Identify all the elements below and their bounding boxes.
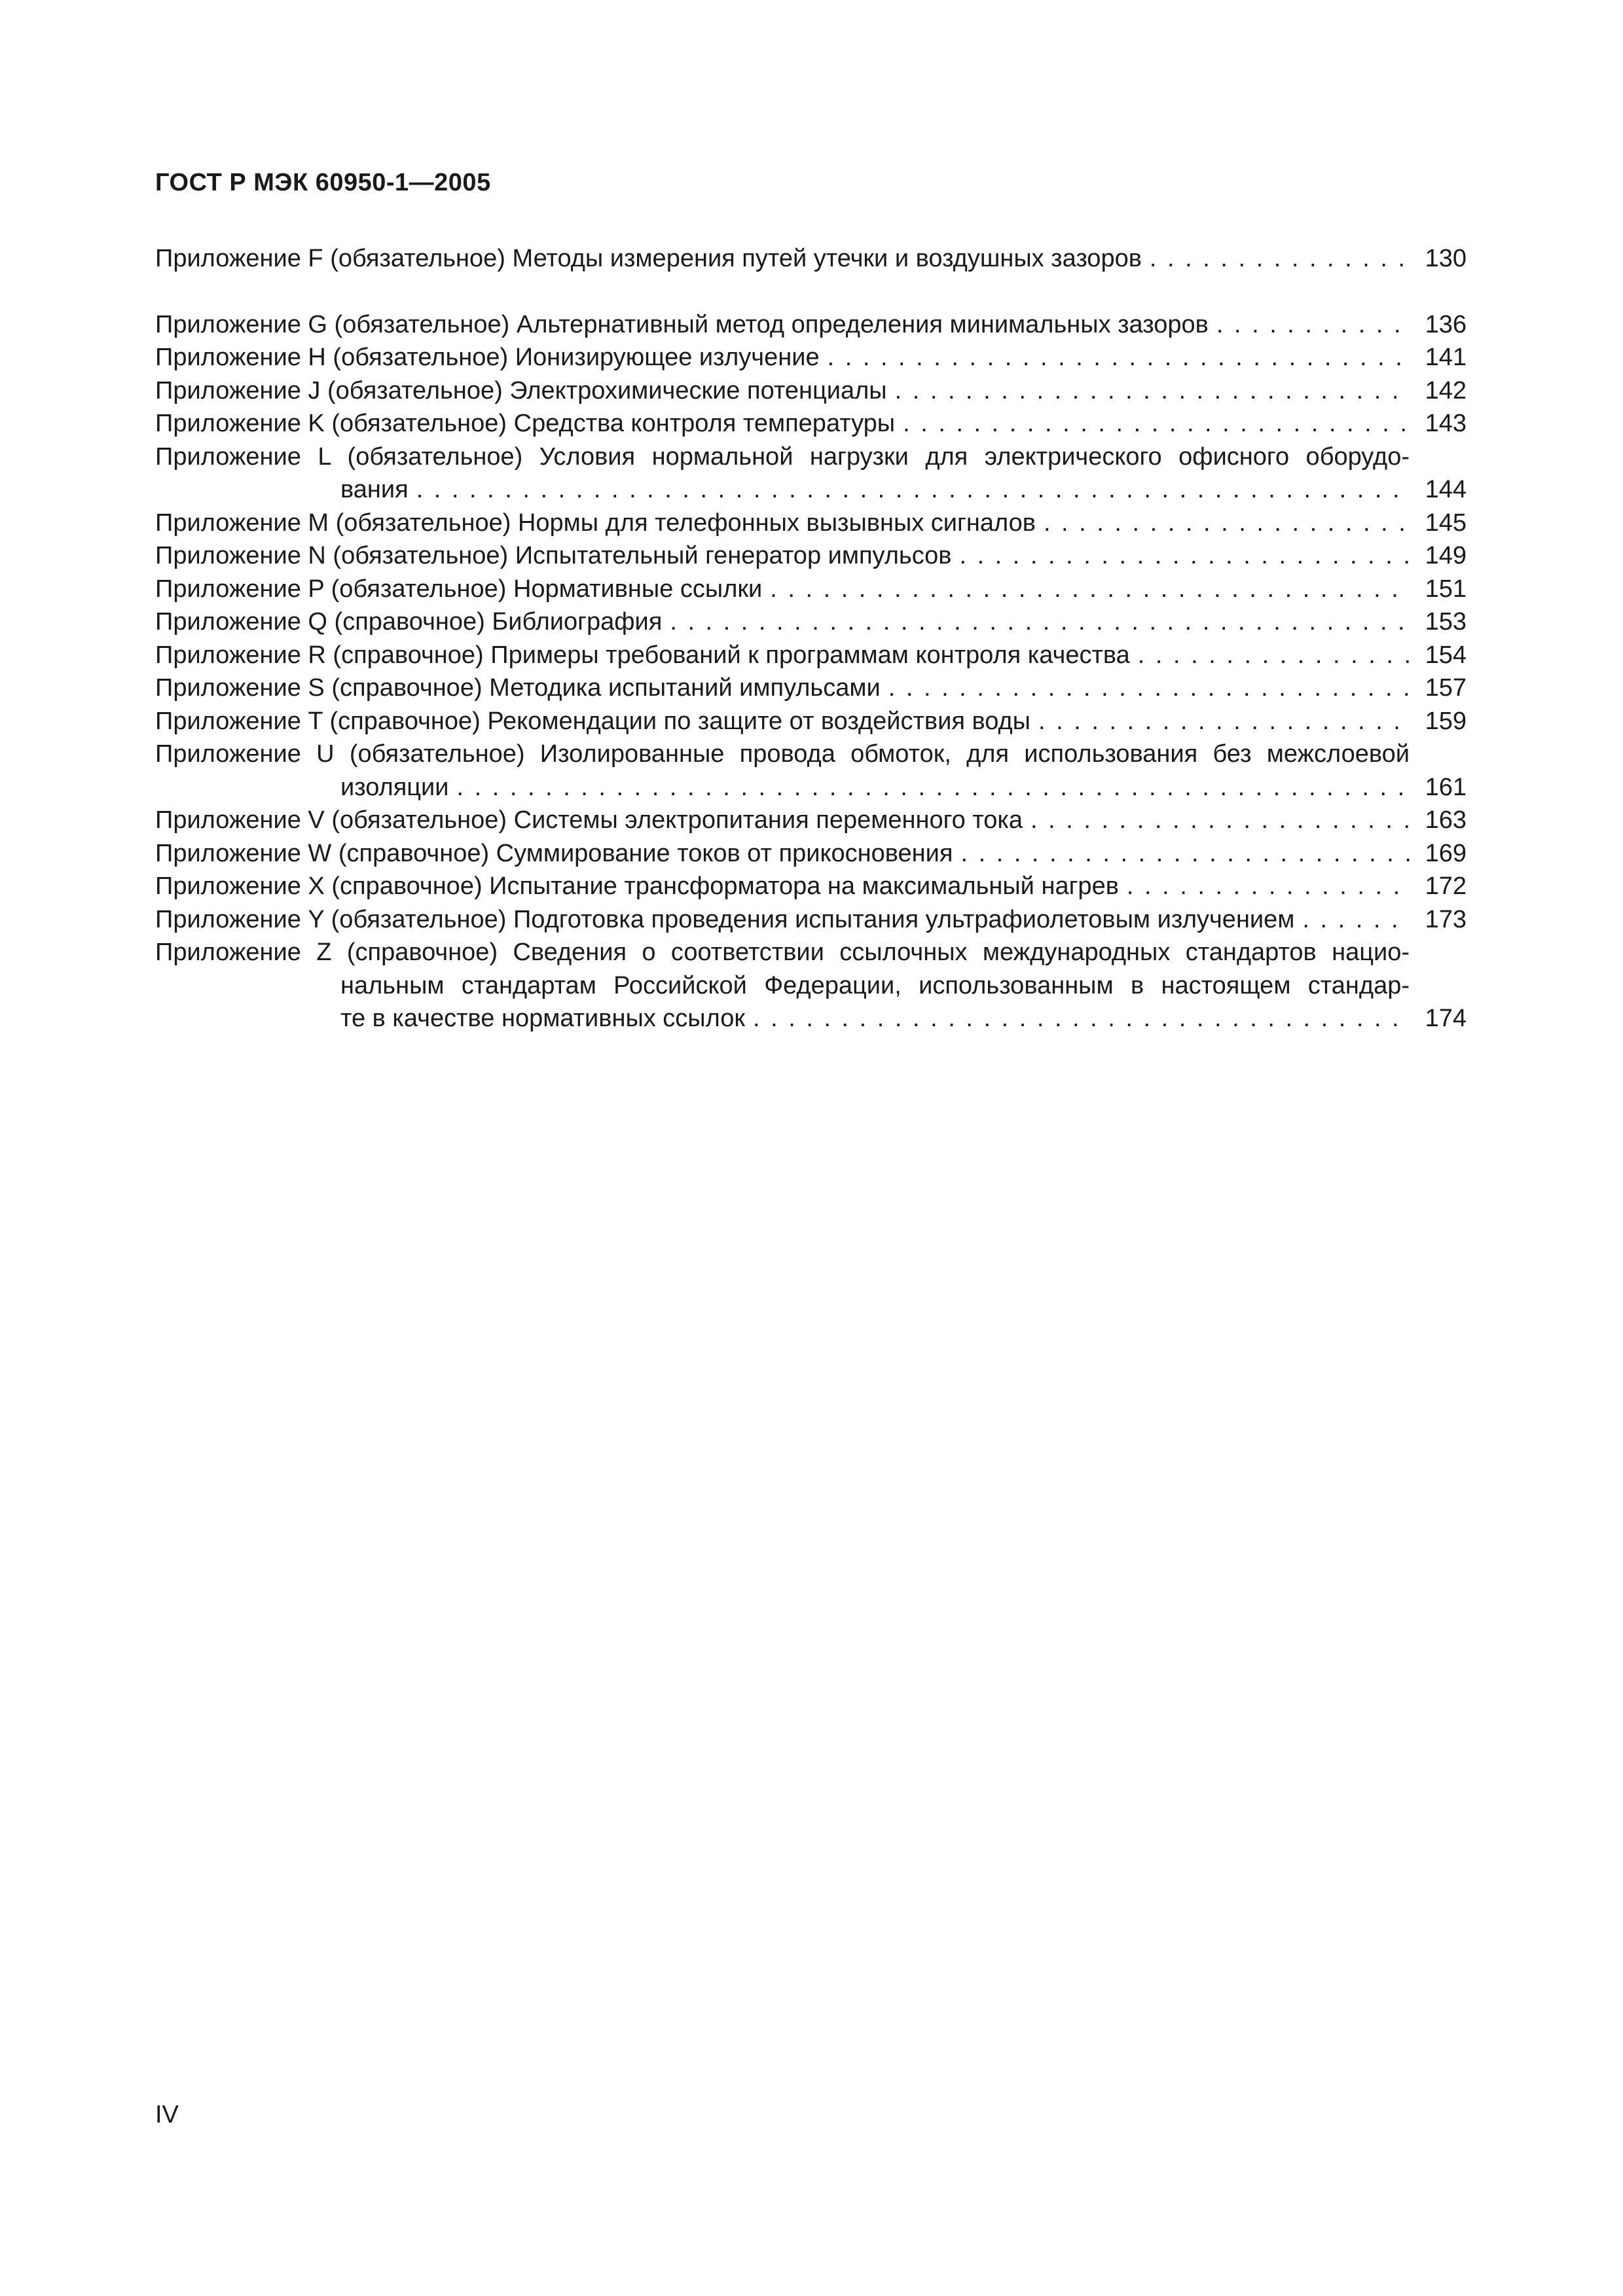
toc-entry-title: Приложение M (обязательное) Нормы для телефонных вызывных сигналов <box>155 509 1036 537</box>
toc-entry-annex-k[interactable] <box>155 407 1467 440</box>
toc-entry-page: 142 <box>1425 376 1467 404</box>
dot-leader <box>1150 242 1410 276</box>
toc-entry-page: 161 <box>1425 773 1467 801</box>
toc-entry-annex-m[interactable] <box>155 507 1467 540</box>
toc-entry-annex-v[interactable] <box>155 804 1467 837</box>
toc-entry-page: 174 <box>1425 1005 1467 1032</box>
toc-entry-title-continuation: те в качестве нормативных ссылок <box>340 1005 745 1032</box>
dot-leader <box>903 407 1410 440</box>
dot-leader <box>828 341 1410 374</box>
toc-entry-title-continuation: нальным стандартам Российской Федерации, использованным в настоящем стандар- <box>340 971 1410 999</box>
toc-entry-annex-f[interactable] <box>155 242 1467 276</box>
toc-entry-title: Приложение L (обязательное) Условия нормальной нагрузки для электрического офисного оборудо- <box>155 442 1410 471</box>
toc-entry-annex-l-continuation[interactable] <box>155 473 1467 507</box>
dot-leader <box>753 1002 1410 1035</box>
document-header: ГОСТ Р МЭК 60950-1—2005 <box>155 169 491 196</box>
dot-leader <box>895 374 1410 408</box>
toc-entry-annex-z-continuation-2[interactable] <box>155 1002 1467 1035</box>
toc-entry-annex-z[interactable] <box>155 936 1467 969</box>
toc-entry-page: 157 <box>1425 674 1467 702</box>
toc-entry-annex-l[interactable] <box>155 440 1467 474</box>
toc-entry-annex-q[interactable] <box>155 605 1467 639</box>
toc-entry-title: Приложение Y (обязательное) Подготовка проведения испытания ультрафиолетовым излучением <box>155 905 1295 933</box>
toc-entry-annex-w[interactable] <box>155 837 1467 870</box>
toc-entry-page: 143 <box>1425 410 1467 437</box>
toc-entry-title: Приложение X (справочное) Испытание трансформатора на максимальный нагрев <box>155 872 1119 900</box>
toc-entry-title: Приложение V (обязательное) Системы электропитания переменного тока <box>155 806 1023 834</box>
toc-entry-annex-u[interactable] <box>155 738 1467 771</box>
toc-entry-page: 169 <box>1425 839 1467 867</box>
table-of-contents <box>155 242 1467 1035</box>
toc-entry-page: 163 <box>1425 806 1467 834</box>
toc-entry-page: 141 <box>1425 344 1467 371</box>
toc-entry-page: 154 <box>1425 641 1467 669</box>
toc-entry-annex-t[interactable] <box>155 705 1467 738</box>
toc-entry-title-continuation: вания <box>340 476 409 503</box>
toc-entry-title: Приложение W (справочное) Суммирование токов от прикосновения <box>155 839 953 867</box>
toc-entry-title: Приложение U (обязательное) Изолированные провода обмоток, для использования без межслоевой <box>155 740 1410 768</box>
toc-entry-annex-n[interactable] <box>155 539 1467 573</box>
dot-leader <box>1030 804 1410 837</box>
toc-entry-title: Приложение P (обязательное) Нормативные ссылки <box>155 575 763 603</box>
toc-entry-title: Приложение R (справочное) Примеры требований к программам контроля качества <box>155 641 1130 669</box>
toc-entry-title-continuation: изоляции <box>340 773 449 801</box>
toc-entry-title: Приложение N (обязательное) Испытательный генератор импульсов <box>155 542 952 569</box>
toc-entry-title: Приложение Q (справочное) Библиография <box>155 608 663 636</box>
toc-entry-title: Приложение Z (справочное) Сведения о соответствии ссылочных международных стандартов нацио- <box>155 939 1410 966</box>
toc-entry-annex-g[interactable] <box>155 308 1467 342</box>
toc-entry-page: 130 <box>1425 245 1467 272</box>
dot-leader <box>1038 705 1410 738</box>
toc-entry-title: Приложение S (справочное) Методика испытаний импульсами <box>155 674 881 702</box>
dot-leader <box>770 573 1410 606</box>
toc-entry-annex-x[interactable] <box>155 870 1467 903</box>
toc-entry-title: Приложение J (обязательное) Электрохимические потенциалы <box>155 376 887 404</box>
dot-leader <box>1044 507 1410 540</box>
dot-leader <box>1138 639 1410 672</box>
page-number-footer: IV <box>155 2101 179 2128</box>
toc-entry-annex-j[interactable] <box>155 374 1467 408</box>
toc-entry-title: Приложение K (обязательное) Средства контроля температуры <box>155 410 896 437</box>
dot-leader <box>959 539 1410 573</box>
dot-leader <box>888 672 1410 705</box>
dot-leader <box>1216 308 1410 342</box>
dot-leader <box>1302 903 1410 937</box>
toc-entry-annex-r[interactable] <box>155 639 1467 672</box>
toc-entry-annex-z-continuation-1[interactable] <box>155 969 1467 1003</box>
toc-entry-annex-u-continuation[interactable] <box>155 771 1467 804</box>
dot-leader <box>416 473 1410 507</box>
toc-entry-page: 172 <box>1425 872 1467 900</box>
toc-entry-annex-p[interactable] <box>155 573 1467 606</box>
toc-entry-page: 145 <box>1425 509 1467 537</box>
toc-entry-page: 173 <box>1425 905 1467 933</box>
toc-entry-title: Приложение T (справочное) Рекомендации по защите от воздействия воды <box>155 707 1030 735</box>
dot-leader <box>457 771 1411 804</box>
toc-entry-title: Приложение G (обязательное) Альтернативный метод определения минимальных зазоров <box>155 310 1209 338</box>
toc-entry-page: 159 <box>1425 707 1467 735</box>
toc-entry-annex-h[interactable] <box>155 341 1467 374</box>
toc-entry-page: 153 <box>1425 608 1467 636</box>
toc-entry-title: Приложение F (обязательное) Методы измерения путей утечки и воздушных зазоров <box>155 245 1142 272</box>
toc-entry-annex-s[interactable] <box>155 672 1467 705</box>
toc-entry-title: Приложение H (обязательное) Ионизирующее излучение <box>155 344 820 371</box>
toc-entry-page: 149 <box>1425 542 1467 569</box>
toc-entry-page: 136 <box>1425 310 1467 338</box>
dot-leader <box>960 837 1410 870</box>
toc-entry-page: 144 <box>1425 476 1467 503</box>
dot-leader <box>1127 870 1410 903</box>
toc-entry-annex-y[interactable] <box>155 903 1467 937</box>
dot-leader <box>670 605 1410 639</box>
toc-entry-page: 151 <box>1425 575 1467 603</box>
